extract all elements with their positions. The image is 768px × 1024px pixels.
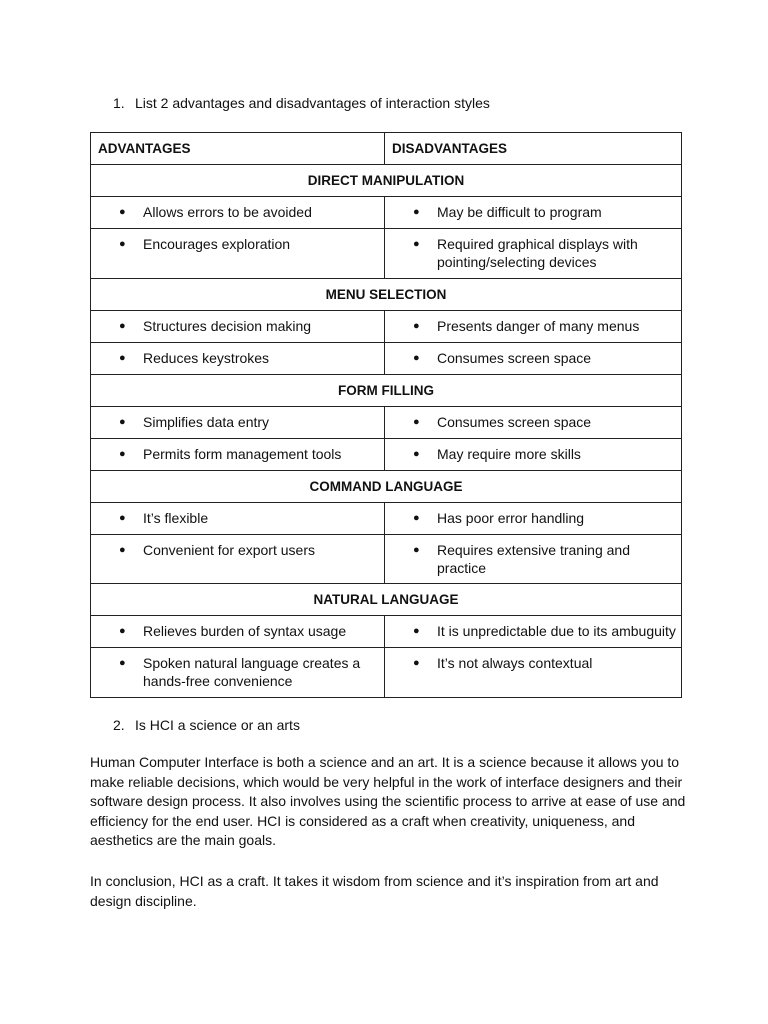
list-item	[91, 439, 384, 469]
list-item	[91, 407, 384, 437]
list-item	[385, 197, 681, 227]
list-item	[385, 503, 681, 533]
advantage-text: Spoken natural language creates a hands-free convenience	[143, 655, 361, 689]
section-title: COMMAND LANGUAGE	[91, 471, 682, 503]
bullet-icon: ●	[119, 544, 126, 556]
list-item	[385, 439, 681, 469]
advantage-cell	[91, 407, 385, 439]
disadvantage-text: Has poor error handling	[437, 510, 585, 526]
advantage-text: Allows errors to be avoided	[143, 204, 312, 220]
disadvantage-cell	[385, 343, 682, 375]
section-title: MENU SELECTION	[91, 279, 682, 311]
advantage-text: Reduces keystrokes	[143, 350, 270, 366]
list-item	[91, 535, 384, 565]
disadvantage-cell	[385, 439, 682, 471]
advantage-text: Convenient for export users	[143, 542, 315, 558]
bullet-icon: ●	[119, 352, 126, 364]
question-1-text: List 2 advantages and disadvantages of interaction styles	[135, 95, 490, 111]
list-item	[385, 535, 681, 583]
disadvantage-text: Consumes screen space	[437, 414, 592, 430]
bullet-icon: ●	[119, 448, 126, 460]
bullet-icon: ●	[413, 544, 420, 556]
disadvantage-cell	[385, 648, 682, 698]
table-row	[91, 197, 682, 229]
advantage-cell	[91, 311, 385, 343]
list-item	[91, 229, 384, 259]
list-item	[385, 648, 681, 678]
disadvantage-cell	[385, 616, 682, 648]
list-item	[385, 407, 681, 437]
table-row	[91, 407, 682, 439]
table-header-row	[91, 133, 682, 165]
list-item	[385, 311, 681, 341]
advantage-text: Encourages exploration	[143, 236, 291, 252]
disadvantage-text: May be difficult to program	[437, 204, 602, 220]
table-row	[91, 311, 682, 343]
question-2-number: 2.	[113, 717, 125, 733]
bullet-icon: ●	[119, 206, 126, 218]
bullet-icon: ●	[119, 512, 126, 524]
disadvantage-cell	[385, 197, 682, 229]
list-item	[91, 311, 384, 341]
advantage-text: Structures decision making	[143, 318, 312, 334]
disadvantage-cell	[385, 503, 682, 535]
bullet-icon: ●	[119, 320, 126, 332]
list-item	[91, 648, 384, 696]
section-title: NATURAL LANGUAGE	[91, 584, 682, 616]
bullet-icon: ●	[119, 416, 126, 428]
advantage-text: Permits form management tools	[143, 446, 342, 462]
bullet-icon: ●	[119, 657, 126, 669]
section-title: DIRECT MANIPULATION	[91, 165, 682, 197]
advantage-cell	[91, 648, 385, 698]
bullet-icon: ●	[413, 320, 420, 332]
interaction-styles-table	[90, 132, 682, 698]
table-row	[91, 648, 682, 698]
bullet-icon: ●	[413, 512, 420, 524]
advantage-cell	[91, 503, 385, 535]
bullet-icon: ●	[413, 238, 420, 250]
question-2-text: Is HCI a science or an arts	[135, 717, 300, 733]
question-2	[113, 716, 300, 734]
bullet-icon: ●	[413, 448, 420, 460]
disadvantage-text: It’s not always contextual	[437, 655, 593, 671]
disadvantage-text: Required graphical displays with pointing/selecting devices	[437, 236, 638, 270]
list-item	[385, 229, 681, 277]
bullet-icon: ●	[413, 352, 420, 364]
disadvantage-text: It is unpredictable due to its ambuguity	[437, 623, 676, 639]
advantage-cell	[91, 439, 385, 471]
advantage-cell	[91, 616, 385, 648]
section-title: FORM FILLING	[91, 375, 682, 407]
header-advantages: ADVANTAGES	[91, 133, 385, 165]
table-row	[91, 439, 682, 471]
advantage-text: Simplifies data entry	[143, 414, 270, 430]
bullet-icon: ●	[119, 238, 126, 250]
bullet-icon: ●	[119, 625, 126, 637]
disadvantage-cell	[385, 229, 682, 279]
section-row	[91, 165, 682, 197]
bullet-icon: ●	[413, 625, 420, 637]
advantage-cell	[91, 229, 385, 279]
advantage-cell	[91, 535, 385, 584]
table-body	[91, 133, 682, 698]
list-item	[91, 616, 384, 646]
header-disadvantages: DISADVANTAGES	[385, 133, 682, 165]
bullet-icon: ●	[413, 657, 420, 669]
disadvantage-text: Requires extensive traning and practice	[437, 542, 631, 576]
list-item	[91, 343, 384, 373]
disadvantage-cell	[385, 535, 682, 584]
list-item	[91, 503, 384, 533]
advantage-text: It’s flexible	[143, 510, 209, 526]
section-row	[91, 584, 682, 616]
disadvantage-text: Consumes screen space	[437, 350, 592, 366]
table-row	[91, 616, 682, 648]
disadvantage-cell	[385, 311, 682, 343]
bullet-icon: ●	[413, 206, 420, 218]
table-row	[91, 535, 682, 584]
answer-paragraph-2: In conclusion, HCI as a craft. It takes it wisdom from science and it’s inspiration from art and design discipline.	[90, 873, 659, 909]
bullet-icon: ●	[413, 416, 420, 428]
section-row	[91, 471, 682, 503]
answer-paragraph-1: Human Computer Interface is both a science and an art. It is a science because it allows you to make reliable decisions, which would be very helpful in the work of interface designers and their software design process. It also involves using the scientific process to arrive at ease of use and efficiency for the end user. HCI is considered as a craft when creativity, uniqueness, and aesthetics are the main goals.	[90, 754, 686, 849]
table-row	[91, 343, 682, 375]
list-item	[385, 343, 681, 373]
disadvantage-text: May require more skills	[437, 446, 581, 462]
table-row	[91, 503, 682, 535]
advantage-text: Relieves burden of syntax usage	[143, 623, 347, 639]
disadvantage-text: Presents danger of many menus	[437, 318, 640, 334]
section-row	[91, 279, 682, 311]
list-item	[91, 197, 384, 227]
list-item	[385, 616, 681, 646]
question-1	[113, 94, 490, 112]
disadvantage-cell	[385, 407, 682, 439]
advantage-cell	[91, 197, 385, 229]
section-row	[91, 375, 682, 407]
question-1-number: 1.	[113, 95, 125, 111]
table-row	[91, 229, 682, 279]
advantage-cell	[91, 343, 385, 375]
